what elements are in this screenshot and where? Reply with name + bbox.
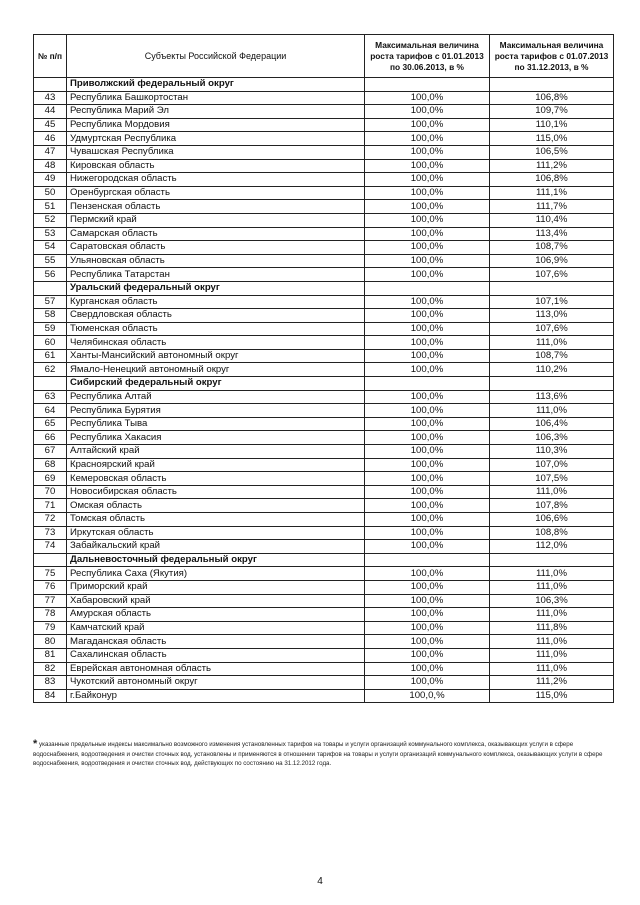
table-row	[34, 349, 614, 363]
table-row	[34, 417, 614, 431]
value-period-2: 106,4%	[490, 417, 614, 431]
row-number: 52	[34, 213, 67, 227]
value-period-1: 100,0%	[365, 621, 490, 635]
subject-name: Свердловская область	[67, 309, 365, 323]
table-row	[34, 145, 614, 159]
value-period-1: 100,0%	[365, 91, 490, 105]
row-number: 69	[34, 472, 67, 486]
value-period-1: 100,0%	[365, 254, 490, 268]
row-number: 54	[34, 241, 67, 255]
value-period-2: 108,7%	[490, 349, 614, 363]
subject-name: Амурская область	[67, 608, 365, 622]
subject-name: Иркутская область	[67, 526, 365, 540]
row-number: 76	[34, 580, 67, 594]
row-number: 71	[34, 499, 67, 513]
subject-name: Магаданская область	[67, 635, 365, 649]
row-number: 73	[34, 526, 67, 540]
value-period-1: 100,0%	[365, 173, 490, 187]
table-row	[34, 227, 614, 241]
value-period-1: 100,0%	[365, 662, 490, 676]
header-subject: Субъекты Российской Федерации	[67, 35, 365, 78]
group-num-cell	[34, 553, 67, 567]
group-title: Дальневосточный федеральный округ	[67, 553, 365, 567]
subject-name: Республика Мордовия	[67, 118, 365, 132]
group-empty-cell	[365, 78, 490, 92]
subject-name: Республика Татарстан	[67, 268, 365, 282]
row-number: 63	[34, 390, 67, 404]
value-period-1: 100,0%	[365, 186, 490, 200]
row-number: 81	[34, 648, 67, 662]
table-row	[34, 105, 614, 119]
subject-name: Алтайский край	[67, 445, 365, 459]
subject-name: Ульяновская область	[67, 254, 365, 268]
row-number: 51	[34, 200, 67, 214]
value-period-2: 106,8%	[490, 173, 614, 187]
value-period-2: 113,0%	[490, 309, 614, 323]
footnote-text: указанные предельные индексы максимально возможного изменения установленных тарифов на товары и услуги организаций коммунального комплекса, оказывающих услуги в сфере водоснабжения, водоотведения и очистки сточных вод, установлены и применяются в отношении тарифов на товары и услуги организаций коммунального комплекса, оказывающих услуги в сфере водоснабжения, водоотведения и очистки сточных вод, действующих по состоянию на 31.12.2012 года.	[33, 741, 603, 767]
value-period-1: 100,0%	[365, 241, 490, 255]
table-row	[34, 200, 614, 214]
tariff-table	[33, 34, 614, 703]
row-number: 47	[34, 145, 67, 159]
table-row	[34, 268, 614, 282]
table-row	[34, 608, 614, 622]
table-row	[34, 445, 614, 459]
value-period-1: 100,0%	[365, 458, 490, 472]
table-row	[34, 526, 614, 540]
table-header-row	[34, 35, 614, 78]
value-period-2: 111,0%	[490, 336, 614, 350]
value-period-2: 106,5%	[490, 145, 614, 159]
table-row	[34, 540, 614, 554]
subject-name: Сахалинская область	[67, 648, 365, 662]
group-title: Приволжский федеральный округ	[67, 78, 365, 92]
value-period-1: 100,0%	[365, 132, 490, 146]
row-number: 70	[34, 485, 67, 499]
subject-name: Республика Бурятия	[67, 404, 365, 418]
value-period-2: 110,3%	[490, 445, 614, 459]
value-period-1: 100,0%	[365, 635, 490, 649]
subject-name: Томская область	[67, 513, 365, 527]
footnote	[33, 740, 613, 769]
value-period-2: 111,2%	[490, 159, 614, 173]
group-row	[34, 377, 614, 391]
value-period-1: 100,0%	[365, 513, 490, 527]
row-number: 49	[34, 173, 67, 187]
value-period-2: 113,6%	[490, 390, 614, 404]
group-empty-cell	[365, 377, 490, 391]
row-number: 58	[34, 309, 67, 323]
table-body	[34, 78, 614, 703]
value-period-2: 106,8%	[490, 91, 614, 105]
subject-name: Омская область	[67, 499, 365, 513]
row-number: 60	[34, 336, 67, 350]
table-row	[34, 485, 614, 499]
value-period-2: 111,1%	[490, 186, 614, 200]
value-period-1: 100,0%	[365, 445, 490, 459]
value-period-1: 100,0%	[365, 118, 490, 132]
row-number: 62	[34, 363, 67, 377]
value-period-1: 100,0%	[365, 349, 490, 363]
value-period-1: 100,0%	[365, 676, 490, 690]
group-title: Сибирский федеральный округ	[67, 377, 365, 391]
subject-name: Пермский край	[67, 213, 365, 227]
value-period-1: 100,0%	[365, 580, 490, 594]
group-num-cell	[34, 78, 67, 92]
subject-name: Чувашская Республика	[67, 145, 365, 159]
value-period-1: 100,0%	[365, 145, 490, 159]
value-period-2: 108,7%	[490, 241, 614, 255]
value-period-1: 100,0%	[365, 431, 490, 445]
row-number: 75	[34, 567, 67, 581]
subject-name: Ханты-Мансийский автономный округ	[67, 349, 365, 363]
value-period-2: 111,0%	[490, 635, 614, 649]
header-period-1: Максимальная величина роста тарифов с 01.01.2013 по 30.06.2013, в %	[365, 35, 490, 78]
row-number: 56	[34, 268, 67, 282]
value-period-1: 100,0%	[365, 363, 490, 377]
table-row	[34, 132, 614, 146]
value-period-1: 100,0%	[365, 268, 490, 282]
subject-name: Чукотский автономный округ	[67, 676, 365, 690]
value-period-1: 100,0%	[365, 417, 490, 431]
value-period-2: 106,9%	[490, 254, 614, 268]
group-empty-cell	[490, 78, 614, 92]
table-row	[34, 91, 614, 105]
value-period-1: 100,0%	[365, 608, 490, 622]
subject-name: Кировская область	[67, 159, 365, 173]
row-number: 64	[34, 404, 67, 418]
subject-name: Оренбургская область	[67, 186, 365, 200]
subject-name: Самарская область	[67, 227, 365, 241]
value-period-2: 111,0%	[490, 662, 614, 676]
row-number: 48	[34, 159, 67, 173]
value-period-2: 110,2%	[490, 363, 614, 377]
value-period-2: 115,0%	[490, 132, 614, 146]
table-row	[34, 118, 614, 132]
table-row	[34, 621, 614, 635]
value-period-2: 107,6%	[490, 322, 614, 336]
table-row	[34, 513, 614, 527]
row-number: 46	[34, 132, 67, 146]
value-period-1: 100,0%	[365, 472, 490, 486]
row-number: 50	[34, 186, 67, 200]
value-period-1: 100,0%	[365, 336, 490, 350]
value-period-2: 107,1%	[490, 295, 614, 309]
value-period-2: 109,7%	[490, 105, 614, 119]
value-period-1: 100,0%	[365, 227, 490, 241]
subject-name: Приморский край	[67, 580, 365, 594]
value-period-1: 100,0%	[365, 390, 490, 404]
subject-name: Камчатский край	[67, 621, 365, 635]
group-num-cell	[34, 281, 67, 295]
value-period-1: 100,0%	[365, 526, 490, 540]
table-row	[34, 336, 614, 350]
row-number: 83	[34, 676, 67, 690]
row-number: 44	[34, 105, 67, 119]
subject-name: Челябинская область	[67, 336, 365, 350]
value-period-2: 110,4%	[490, 213, 614, 227]
value-period-2: 106,6%	[490, 513, 614, 527]
subject-name: Республика Марий Эл	[67, 105, 365, 119]
table-row	[34, 648, 614, 662]
subject-name: г.Байконур	[67, 689, 365, 703]
table-row	[34, 594, 614, 608]
value-period-2: 111,2%	[490, 676, 614, 690]
group-num-cell	[34, 377, 67, 391]
table-row	[34, 499, 614, 513]
table-row	[34, 689, 614, 703]
table-row	[34, 580, 614, 594]
table-row	[34, 309, 614, 323]
value-period-1: 100,0%	[365, 594, 490, 608]
value-period-1: 100,0%	[365, 648, 490, 662]
subject-name: Республика Алтай	[67, 390, 365, 404]
row-number: 82	[34, 662, 67, 676]
row-number: 53	[34, 227, 67, 241]
group-empty-cell	[490, 553, 614, 567]
table-row	[34, 662, 614, 676]
table-row	[34, 472, 614, 486]
row-number: 59	[34, 322, 67, 336]
row-number: 67	[34, 445, 67, 459]
table-row	[34, 213, 614, 227]
footnote-star: *	[33, 738, 38, 750]
table-row	[34, 322, 614, 336]
value-period-2: 111,0%	[490, 580, 614, 594]
subject-name: Нижегородская область	[67, 173, 365, 187]
row-number: 55	[34, 254, 67, 268]
value-period-2: 107,6%	[490, 268, 614, 282]
row-number: 80	[34, 635, 67, 649]
subject-name: Республика Хакасия	[67, 431, 365, 445]
value-period-2: 112,0%	[490, 540, 614, 554]
row-number: 72	[34, 513, 67, 527]
table-row	[34, 186, 614, 200]
table-row	[34, 676, 614, 690]
table-row	[34, 390, 614, 404]
subject-name: Республика Саха (Якутия)	[67, 567, 365, 581]
group-title: Уральский федеральный округ	[67, 281, 365, 295]
subject-name: Республика Башкортостан	[67, 91, 365, 105]
value-period-2: 111,0%	[490, 485, 614, 499]
value-period-2: 108,8%	[490, 526, 614, 540]
value-period-1: 100,0%	[365, 200, 490, 214]
table-row	[34, 404, 614, 418]
page-number: 4	[317, 876, 323, 887]
subject-name: Забайкальский край	[67, 540, 365, 554]
value-period-1: 100,0%	[365, 105, 490, 119]
value-period-1: 100,0,%	[365, 689, 490, 703]
row-number: 57	[34, 295, 67, 309]
group-empty-cell	[365, 281, 490, 295]
value-period-2: 113,4%	[490, 227, 614, 241]
value-period-2: 106,3%	[490, 594, 614, 608]
row-number: 61	[34, 349, 67, 363]
group-empty-cell	[490, 281, 614, 295]
value-period-1: 100,0%	[365, 485, 490, 499]
row-number: 45	[34, 118, 67, 132]
subject-name: Хабаровский край	[67, 594, 365, 608]
value-period-1: 100,0%	[365, 540, 490, 554]
value-period-2: 115,0%	[490, 689, 614, 703]
table-row	[34, 431, 614, 445]
subject-name: Саратовская область	[67, 241, 365, 255]
value-period-2: 107,0%	[490, 458, 614, 472]
table-row	[34, 635, 614, 649]
group-row	[34, 553, 614, 567]
tariff-table-container	[33, 34, 613, 703]
header-num: № п/п	[34, 35, 67, 78]
value-period-2: 111,0%	[490, 648, 614, 662]
group-empty-cell	[365, 553, 490, 567]
value-period-1: 100,0%	[365, 309, 490, 323]
subject-name: Кемеровская область	[67, 472, 365, 486]
value-period-1: 100,0%	[365, 499, 490, 513]
value-period-2: 111,8%	[490, 621, 614, 635]
subject-name: Тюменская область	[67, 322, 365, 336]
table-row	[34, 363, 614, 377]
table-row	[34, 254, 614, 268]
value-period-2: 111,0%	[490, 404, 614, 418]
row-number: 66	[34, 431, 67, 445]
value-period-1: 100,0%	[365, 295, 490, 309]
row-number: 78	[34, 608, 67, 622]
subject-name: Ямало-Ненецкий автономный округ	[67, 363, 365, 377]
table-row	[34, 159, 614, 173]
value-period-2: 111,0%	[490, 567, 614, 581]
row-number: 43	[34, 91, 67, 105]
row-number: 84	[34, 689, 67, 703]
subject-name: Еврейская автономная область	[67, 662, 365, 676]
table-row	[34, 458, 614, 472]
value-period-2: 110,1%	[490, 118, 614, 132]
value-period-2: 106,3%	[490, 431, 614, 445]
value-period-2: 107,8%	[490, 499, 614, 513]
subject-name: Пензенская область	[67, 200, 365, 214]
row-number: 68	[34, 458, 67, 472]
table-row	[34, 173, 614, 187]
value-period-1: 100,0%	[365, 567, 490, 581]
row-number: 79	[34, 621, 67, 635]
value-period-2: 111,7%	[490, 200, 614, 214]
value-period-1: 100,0%	[365, 322, 490, 336]
value-period-2: 111,0%	[490, 608, 614, 622]
value-period-1: 100,0%	[365, 159, 490, 173]
row-number: 77	[34, 594, 67, 608]
subject-name: Республика Тыва	[67, 417, 365, 431]
header-period-2: Максимальная величина роста тарифов с 01.07.2013 по 31.12.2013, в %	[490, 35, 614, 78]
table-row	[34, 241, 614, 255]
subject-name: Новосибирская область	[67, 485, 365, 499]
group-row	[34, 281, 614, 295]
table-row	[34, 567, 614, 581]
group-row	[34, 78, 614, 92]
group-empty-cell	[490, 377, 614, 391]
row-number: 65	[34, 417, 67, 431]
value-period-1: 100,0%	[365, 404, 490, 418]
table-row	[34, 295, 614, 309]
subject-name: Удмуртская Республика	[67, 132, 365, 146]
value-period-2: 107,5%	[490, 472, 614, 486]
subject-name: Красноярский край	[67, 458, 365, 472]
value-period-1: 100,0%	[365, 213, 490, 227]
subject-name: Курганская область	[67, 295, 365, 309]
row-number: 74	[34, 540, 67, 554]
